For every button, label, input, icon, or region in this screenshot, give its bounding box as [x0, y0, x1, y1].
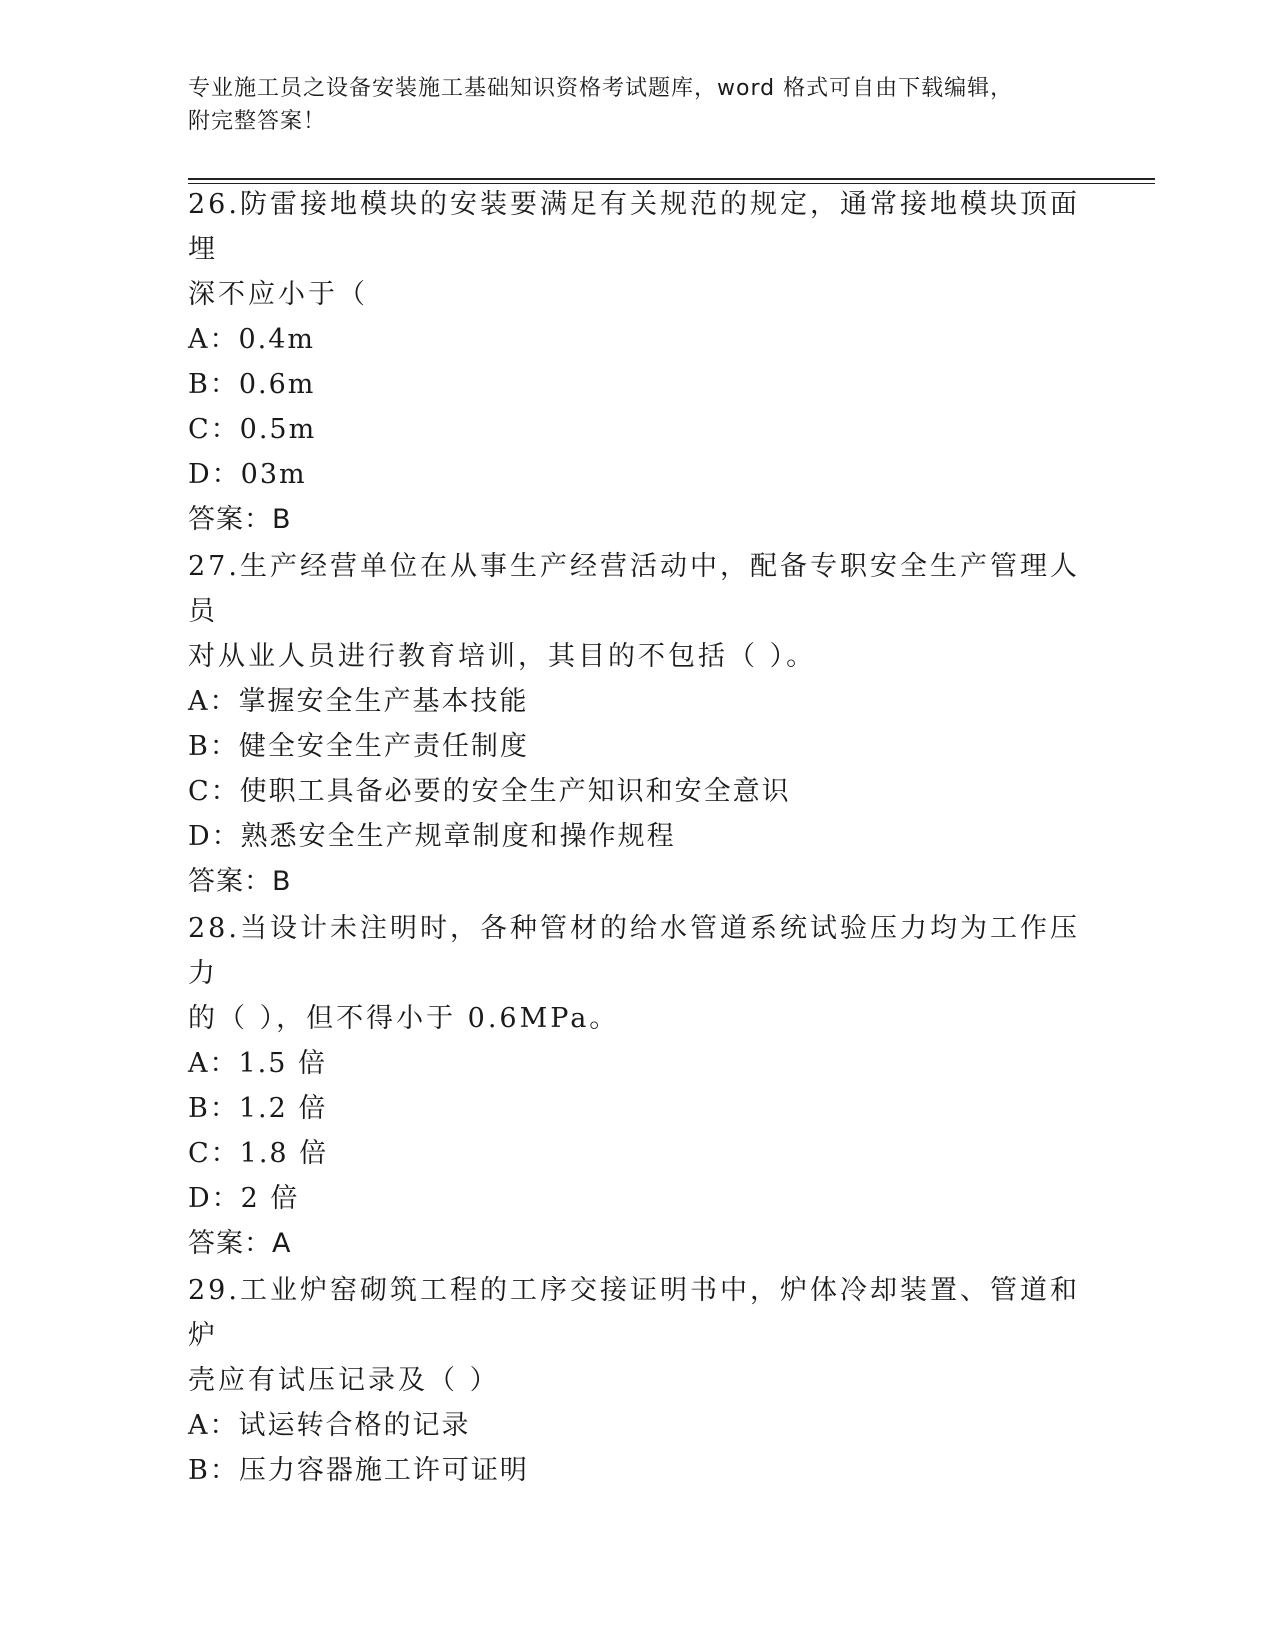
question-29	[188, 1268, 1088, 1493]
option-a: A：1.5 倍	[188, 1048, 328, 1079]
question-stem-line-2: 壳应有试压记录及（ ）	[188, 1365, 500, 1396]
header-line-1: 专业施工员之设备安装施工基础知识资格考试题库，word 格式可自由下载编辑，	[188, 76, 1014, 101]
option-b: B：健全安全生产责任制度	[188, 731, 529, 762]
option-d: D：熟悉安全生产规章制度和操作规程	[188, 821, 676, 852]
answer-line: 答案：B	[188, 504, 292, 535]
question-28	[188, 906, 1088, 1266]
option-b: B：0.6m	[188, 369, 316, 400]
option-b: B：1.2 倍	[188, 1093, 328, 1124]
option-b: B：压力容器施工许可证明	[188, 1455, 529, 1486]
option-a: A：0.4m	[188, 324, 316, 355]
option-c: C：0.5m	[188, 414, 317, 445]
question-stem-line-2: 的（ ），但不得小于 0.6MPa。	[188, 1003, 620, 1034]
question-26	[188, 182, 1088, 542]
option-c: C：1.8 倍	[188, 1138, 329, 1169]
question-stem-line-2: 对从业人员进行教育培训，其目的不包括（ ）。	[188, 641, 817, 672]
document-header	[188, 72, 1068, 138]
option-d: D：2 倍	[188, 1183, 300, 1214]
header-divider-thick	[188, 178, 1155, 180]
question-27	[188, 544, 1088, 904]
question-stem-line-1: 29.工业炉窑砌筑工程的工序交接证明书中，炉体冷却装置、管道和炉	[188, 1275, 1080, 1351]
option-a: A：掌握安全生产基本技能	[188, 686, 529, 717]
header-line-2: 附完整答案！	[188, 109, 327, 134]
answer-line: 答案：A	[188, 1228, 292, 1259]
question-stem-line-1: 28.当设计未注明时，各种管材的给水管道系统试验压力均为工作压力	[188, 913, 1080, 989]
option-c: C：使职工具备必要的安全生产知识和安全意识	[188, 776, 791, 807]
question-stem-line-2: 深不应小于（	[188, 279, 368, 310]
option-a: A：试运转合格的记录	[188, 1410, 471, 1441]
question-stem-line-1: 26.防雷接地模块的安装要满足有关规范的规定，通常接地模块顶面埋	[188, 189, 1080, 265]
question-stem-line-1: 27.生产经营单位在从事生产经营活动中，配备专职安全生产管理人员	[188, 551, 1080, 627]
answer-line: 答案：B	[188, 866, 292, 897]
option-d: D：03m	[188, 459, 307, 490]
